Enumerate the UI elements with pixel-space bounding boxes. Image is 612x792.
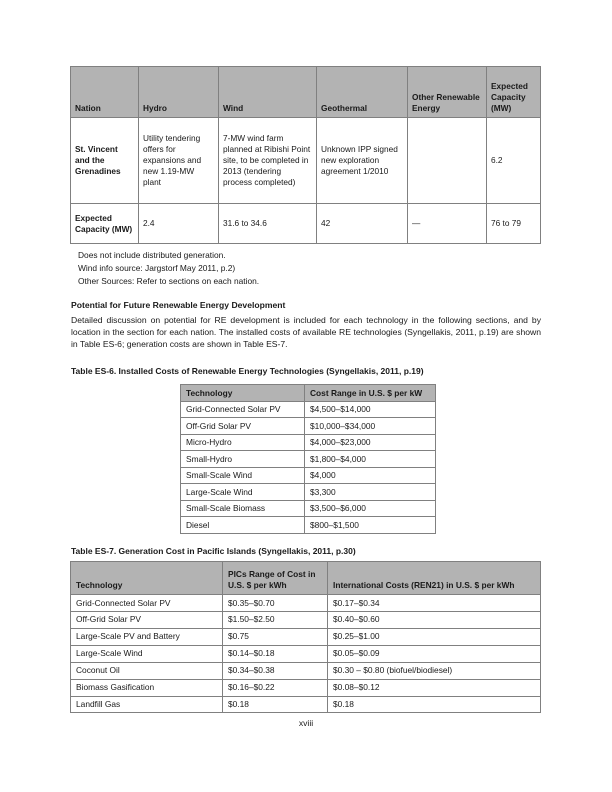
cell-pics-cost: $0.14–$0.18: [223, 645, 328, 662]
table-header-row: [71, 562, 541, 595]
cell-cost-range: $4,000: [305, 467, 436, 484]
cell-cost-range: $4,000–$23,000: [305, 434, 436, 451]
column-header-hydro: Hydro: [139, 67, 219, 118]
cell-wind: 31.6 to 34.6: [219, 204, 317, 244]
table-row: [71, 645, 541, 662]
cell-technology: Large-Scale Wind: [71, 645, 223, 662]
footnote-line: Other Sources: Refer to sections on each nation.: [78, 276, 260, 287]
cell-cost-range: $800–$1,500: [305, 517, 436, 534]
cell-other-renewable: —: [408, 204, 487, 244]
cell-technology: Small-Hydro: [181, 451, 305, 468]
table-row-total: [71, 204, 541, 244]
cell-technology: Large-Scale Wind: [181, 484, 305, 501]
table-footnotes: [78, 249, 259, 288]
column-header-expected-capacity: Expected Capacity (MW): [487, 67, 541, 118]
column-header-international-costs: International Costs (REN21) in U.S. $ per kWh: [328, 562, 541, 595]
table-row: [181, 467, 436, 484]
table-row: [181, 451, 436, 468]
cell-technology: Small-Scale Wind: [181, 467, 305, 484]
cell-cost-range: $4,500–$14,000: [305, 401, 436, 418]
cell-international-cost: $0.25–$1.00: [328, 628, 541, 645]
table-row: [71, 611, 541, 628]
table-row: [181, 401, 436, 418]
table-es7-caption: Table ES-7. Generation Cost in Pacific Islands (Syngellakis, 2011, p.30): [71, 546, 356, 556]
column-header-pics-range-of-cost: PICs Range of Cost in U.S. $ per kWh: [223, 562, 328, 595]
cell-pics-cost: $0.35–$0.70: [223, 595, 328, 612]
column-header-other-renewable-energy: Other Renewable Energy: [408, 67, 487, 118]
table-row: [71, 628, 541, 645]
cell-cost-range: $3,500–$6,000: [305, 500, 436, 517]
cell-cost-range: $1,800–$4,000: [305, 451, 436, 468]
cell-expected-capacity: 76 to 79: [487, 204, 541, 244]
column-header-nation: Nation: [71, 67, 139, 118]
cell-hydro: Utility tendering offers for expansions and new 1.19-MW plant: [139, 118, 219, 204]
cell-other-renewable: [408, 118, 487, 204]
column-header-geothermal: Geothermal: [317, 67, 408, 118]
cell-international-cost: $0.17–$0.34: [328, 595, 541, 612]
cell-pics-cost: $0.18: [223, 696, 328, 713]
nation-summary-table: [70, 66, 541, 244]
cell-technology: Landfill Gas: [71, 696, 223, 713]
column-header-technology: Technology: [181, 385, 305, 402]
table-es7: [70, 561, 541, 713]
cell-international-cost: $0.05–$0.09: [328, 645, 541, 662]
section-paragraph: Detailed discussion on potential for RE development is included for each technology in the following sections, and by location in the section for each nation. The installed costs of available RE technologies (Syngellakis, 2011, p.19) are shown in Table ES-6; generation costs are shown in Table ES-7.: [71, 315, 541, 350]
cell-international-cost: $0.18: [328, 696, 541, 713]
cell-geothermal: 42: [317, 204, 408, 244]
cell-technology: Micro-Hydro: [181, 434, 305, 451]
cell-nation: St. Vincent and the Grenadines: [71, 118, 139, 204]
cell-geothermal: Unknown IPP signed new exploration agreement 1/2010: [317, 118, 408, 204]
cell-technology: Off-Grid Solar PV: [181, 418, 305, 435]
footnote-line: Does not include distributed generation.: [78, 250, 226, 260]
cell-technology: Grid-Connected Solar PV: [181, 401, 305, 418]
cell-pics-cost: $0.75: [223, 628, 328, 645]
cell-international-cost: $0.40–$0.60: [328, 611, 541, 628]
cell-pics-cost: $1.50–$2.50: [223, 611, 328, 628]
table-es6: [180, 384, 436, 534]
cell-international-cost: $0.08–$0.12: [328, 679, 541, 696]
cell-cost-range: $10,000–$34,000: [305, 418, 436, 435]
footnote-line: Wind info source: Jargstorf May 2011, p.2): [78, 263, 236, 274]
cell-wind: 7-MW wind farm planned at Ribishi Point site, to be completed in 2013 (tendering process completed): [219, 118, 317, 204]
cell-technology: Large-Scale PV and Battery: [71, 628, 223, 645]
table-header-row: [71, 67, 541, 118]
cell-technology: Diesel: [181, 517, 305, 534]
table-row: [71, 696, 541, 713]
cell-technology: Biomass Gasification: [71, 679, 223, 696]
table-row: [181, 500, 436, 517]
cell-technology: Small-Scale Biomass: [181, 500, 305, 517]
table-row: [71, 662, 541, 679]
table-row: [181, 517, 436, 534]
section-heading: Potential for Future Renewable Energy Development: [71, 300, 286, 310]
cell-hydro: 2.4: [139, 204, 219, 244]
cell-technology: Grid-Connected Solar PV: [71, 595, 223, 612]
table-row: [181, 484, 436, 501]
cell-pics-cost: $0.34–$0.38: [223, 662, 328, 679]
table-row: [71, 595, 541, 612]
cell-expected-capacity: 6.2: [487, 118, 541, 204]
table-row: [181, 434, 436, 451]
column-header-cost-range: Cost Range in U.S. $ per kW: [305, 385, 436, 402]
table-row: [71, 118, 541, 204]
table-es6-caption: Table ES-6. Installed Costs of Renewable Energy Technologies (Syngellakis, 2011, p.19): [71, 366, 424, 376]
cell-pics-cost: $0.16–$0.22: [223, 679, 328, 696]
cell-cost-range: $3,300: [305, 484, 436, 501]
table-header-row: [181, 385, 436, 402]
cell-technology: Coconut Oil: [71, 662, 223, 679]
cell-technology: Off-Grid Solar PV: [71, 611, 223, 628]
column-header-technology: Technology: [71, 562, 223, 595]
table-row: [71, 679, 541, 696]
cell-nation: Expected Capacity (MW): [71, 204, 139, 244]
page-number: xviii: [298, 718, 314, 728]
column-header-wind: Wind: [219, 67, 317, 118]
cell-international-cost: $0.30 – $0.80 (biofuel/biodiesel): [328, 662, 541, 679]
table-row: [181, 418, 436, 435]
